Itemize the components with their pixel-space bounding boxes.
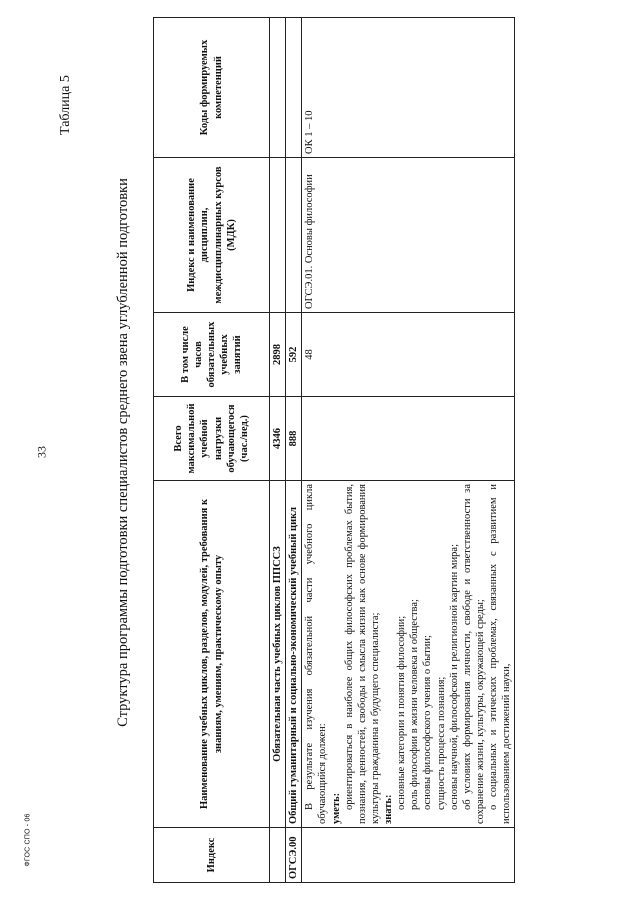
header-name: Наименование учебных циклов, разделов, модулей, требования к знаниям, умениям, практическому опыту bbox=[154, 481, 270, 828]
requirements-item: об условиях формирования личности, свободе и ответственности за сохранение жизни, культуры, окружающей среды; bbox=[461, 484, 486, 824]
header-total: Всего максимальной учебной нагрузки обучающегося (час./нед.) bbox=[154, 397, 270, 481]
cell-requirements bbox=[302, 481, 515, 828]
cell-cycle-index: ОГСЭ.00 bbox=[286, 828, 302, 883]
table-row-detail bbox=[302, 18, 515, 883]
header-index: Индекс bbox=[154, 828, 270, 883]
cell-empty bbox=[270, 18, 286, 158]
program-structure-table bbox=[153, 17, 515, 883]
cell-empty bbox=[302, 828, 515, 883]
requirements-item: о социальных и этических проблемах, связанных с развитием и использованием достижений науки, bbox=[488, 484, 513, 824]
page-footer: ФГОС СПО - 06 bbox=[24, 813, 32, 867]
requirements-item: основы научной, философской и религиозной картин мира; bbox=[448, 543, 460, 810]
cell-empty bbox=[286, 18, 302, 158]
header-row bbox=[154, 18, 270, 883]
cell-mandatory-label: Обязательная часть учебных циклов ППССЗ bbox=[270, 481, 286, 828]
cell-empty bbox=[270, 158, 286, 313]
cell-detail-codes: ОК 1 – 10 bbox=[302, 18, 515, 158]
header-mandatory: В том числе часов обязательных учебных занятий bbox=[154, 313, 270, 397]
cell-mandatory-hours: 2898 bbox=[270, 313, 286, 397]
requirements-item: роль философии в жизни человека и общества; bbox=[409, 599, 421, 810]
header-courses: Индекс и наименование дисциплин, междисциплинарных курсов (МДК) bbox=[154, 158, 270, 313]
requirements-umet-text: ориентироваться в наиболее общих философских проблемах бытия, познания, ценностей, свободы и смысла жизни как основе формирования культуры гражданина и будущего специалиста; bbox=[343, 484, 381, 824]
cell-empty bbox=[302, 397, 515, 481]
table-label: Таблица 5 bbox=[58, 75, 73, 135]
requirements-item: основные категории и понятия философии; bbox=[396, 615, 408, 810]
cell-empty bbox=[286, 158, 302, 313]
requirements-znat-heading: знать: bbox=[383, 794, 394, 824]
cell-cycle-total: 888 bbox=[286, 397, 302, 481]
header-codes: Коды формируемых компетенций bbox=[154, 18, 270, 158]
cell-detail-course: ОГСЭ.01. Основы философии bbox=[302, 158, 515, 313]
table-row-mandatory-part bbox=[270, 18, 286, 883]
cell-detail-hours: 48 bbox=[302, 313, 515, 397]
cell-mandatory-total: 4346 bbox=[270, 397, 286, 481]
requirements-item: сущность процесса познания; bbox=[435, 676, 447, 810]
cell-empty bbox=[270, 828, 286, 883]
page-number: 33 bbox=[34, 446, 49, 458]
cell-cycle-hours: 592 bbox=[286, 313, 302, 397]
cell-cycle-label: Общий гуманитарный и социально-экономический учебный цикл bbox=[286, 481, 302, 828]
table-row-cycle bbox=[286, 18, 302, 883]
requirements-item: основы философского учения о бытии; bbox=[422, 635, 434, 810]
document-title: Структура программы подготовки специалистов среднего звена углубленной подготовки bbox=[115, 178, 131, 727]
requirements-umet-heading: уметь: bbox=[330, 792, 342, 824]
requirements-intro: В результате изучения обязательной части учебного цикла обучающийся должен: bbox=[304, 484, 329, 824]
